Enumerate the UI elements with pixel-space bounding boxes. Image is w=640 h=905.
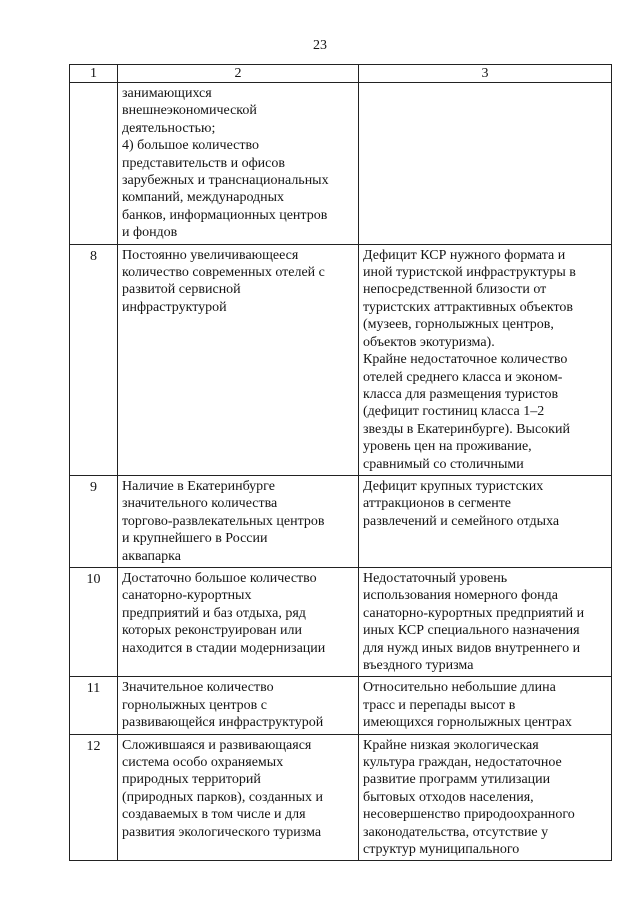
- row-number: 11: [70, 677, 118, 734]
- cell-text-line: несовершенство природоохранного: [363, 807, 575, 823]
- cell-text-line: развития экологического туризма: [122, 824, 322, 840]
- cell-text-line: Недостаточный уровень: [363, 570, 508, 586]
- table-row: [70, 734, 612, 861]
- row-number: [70, 83, 118, 245]
- column-header-1: 1: [70, 65, 118, 83]
- strength-cell: [118, 567, 359, 676]
- cell-text-line: использования номерного фонда: [363, 588, 558, 604]
- strength-cell: [118, 475, 359, 567]
- cell-text-line: (музеев, горнолыжных центров,: [363, 317, 554, 333]
- cell-text-line: находится в стадии модернизации: [122, 640, 326, 656]
- cell-text-line: уровень цен на проживание,: [363, 439, 532, 455]
- cell-text-line: банков, информационных центров: [122, 207, 328, 223]
- cell-text-line: зарубежных и транснациональных: [122, 173, 329, 189]
- weakness-cell: [359, 244, 612, 475]
- cell-text-line: въездного туризма: [363, 658, 474, 673]
- cell-text-line: Сложившаяся и развивающаяся: [122, 737, 312, 753]
- cell-text-line: внешнеэкономической: [122, 103, 257, 119]
- cell-text-line: сравнимый со столичными: [363, 456, 524, 472]
- cell-text-line: горнолыжных центров с: [122, 697, 267, 713]
- cell-text-line: аквапарка: [122, 548, 181, 564]
- cell-text-line: представительств и офисов: [122, 155, 285, 171]
- cell-text-line: Наличие в Екатеринбурге: [122, 478, 275, 494]
- cell-text-line: занимающихся: [122, 86, 212, 101]
- cell-text-line: Дефицит крупных туристских: [363, 478, 544, 494]
- page-number: 23: [313, 38, 327, 53]
- table-row: [70, 567, 612, 676]
- table-row: [70, 244, 612, 475]
- cell-text-line: законодательства, отсутствие у: [363, 824, 549, 840]
- table-row: [70, 677, 612, 734]
- cell-text-line: отелей среднего класса и эконом-: [363, 369, 563, 385]
- cell-text-line: количество современных отелей с: [122, 265, 325, 281]
- cell-text-line: Достаточно большое количество: [122, 570, 317, 586]
- cell-text-line: аттракционов в сегменте: [363, 496, 512, 512]
- cell-text-line: (дефицит гостиниц класса 1–2: [363, 404, 545, 420]
- column-header-3: 3: [359, 65, 612, 83]
- cell-text-line: система особо охраняемых: [122, 755, 284, 771]
- table-row: [70, 475, 612, 567]
- cell-text-line: санаторно-курортных предприятий и: [363, 605, 585, 621]
- cell-text-line: развитой сервисной: [122, 282, 241, 298]
- row-number: 10: [70, 567, 118, 676]
- cell-text-line: (природных парков), созданных и: [122, 789, 324, 805]
- table-row: [70, 83, 612, 245]
- cell-text-line: развивающейся инфраструктурой: [122, 715, 324, 731]
- weakness-cell: [359, 734, 612, 861]
- cell-text-line: непосредственной близости от: [363, 282, 547, 298]
- cell-text-line: торгово-развлекательных центров: [122, 513, 325, 529]
- weakness-cell: [359, 475, 612, 567]
- cell-text-line: Крайне низкая экологическая: [363, 737, 539, 753]
- cell-text-line: 4) большое количество: [122, 138, 259, 154]
- cell-text-line: Относительно небольшие длина: [363, 680, 556, 696]
- cell-text-line: туристских аттрактивных объектов: [363, 299, 574, 315]
- cell-text-line: трасс и перепады высот в: [363, 697, 516, 713]
- strength-cell: [118, 83, 359, 245]
- cell-text-line: компаний, международных: [122, 190, 285, 206]
- table-header-row: [70, 65, 612, 83]
- cell-text-line: имеющихся горнолыжных центрах: [363, 715, 572, 731]
- cell-text-line: развитие программ утилизации: [363, 772, 551, 788]
- cell-text-line: иной туристской инфраструктуры в: [363, 265, 576, 281]
- cell-text-line: структур муниципального: [363, 842, 520, 858]
- cell-text-line: и крупнейшего в России: [122, 531, 268, 547]
- cell-text-line: предприятий и баз отдыха, ряд: [122, 605, 306, 621]
- cell-text-line: которых реконструирован или: [122, 623, 302, 639]
- column-header-2: 2: [118, 65, 359, 83]
- cell-text-line: Крайне недостаточное количество: [363, 352, 568, 368]
- cell-text-line: объектов экотуризма).: [363, 334, 495, 350]
- row-number: 12: [70, 734, 118, 861]
- cell-text-line: развлечений и семейного отдыха: [363, 513, 560, 529]
- weakness-cell: [359, 83, 612, 245]
- cell-text-line: санаторно-курортных: [122, 588, 252, 604]
- cell-text-line: Постоянно увеличивающееся: [122, 247, 299, 263]
- weakness-cell: [359, 677, 612, 734]
- cell-text-line: деятельностью;: [122, 120, 216, 136]
- row-number: 9: [70, 475, 118, 567]
- strength-cell: [118, 734, 359, 861]
- cell-text-line: Дефицит КСР нужного формата и: [363, 247, 566, 263]
- cell-text-line: и фондов: [122, 225, 178, 241]
- strength-cell: [118, 677, 359, 734]
- strength-cell: [118, 244, 359, 475]
- row-number: 8: [70, 244, 118, 475]
- table-body: [70, 83, 612, 861]
- cell-text-line: природных территорий: [122, 772, 261, 788]
- cell-text-line: для нужд иных видов внутреннего и: [363, 640, 581, 656]
- document-table: [69, 64, 612, 861]
- cell-text-line: класса для размещения туристов: [363, 386, 559, 402]
- weakness-cell: [359, 567, 612, 676]
- cell-text-line: инфраструктурой: [122, 299, 227, 315]
- cell-text-line: бытовых отходов населения,: [363, 789, 534, 805]
- cell-text-line: звезды в Екатеринбурге). Высокий: [363, 421, 570, 437]
- cell-text-line: значительного количества: [122, 496, 278, 512]
- cell-text-line: создаваемых в том числе и для: [122, 807, 306, 823]
- cell-text-line: иных КСР специального назначения: [363, 623, 580, 639]
- cell-text-line: культура граждан, недостаточное: [363, 755, 562, 771]
- cell-text-line: Значительное количество: [122, 680, 274, 696]
